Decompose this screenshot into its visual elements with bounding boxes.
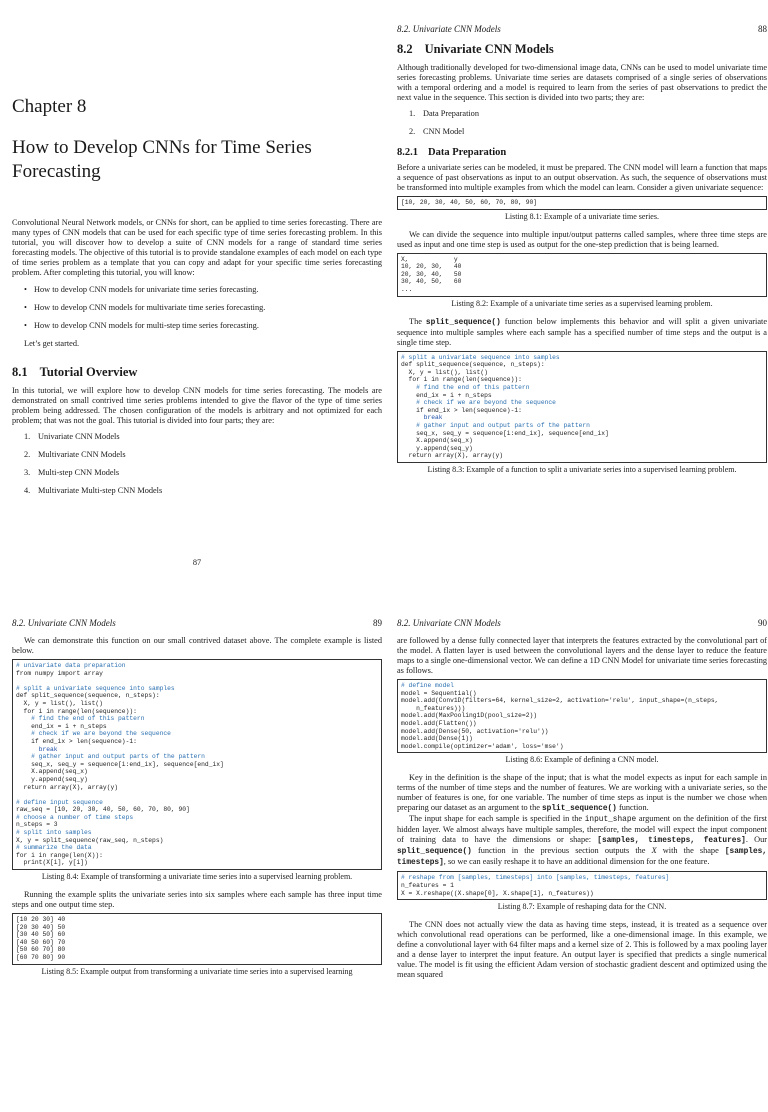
chapter-intro: Convolutional Neural Network models, or CNNs for short, can be applied to time series forecasting. There are many types of CNN models that can be used for each specific type of time series forecasting problem. In this tutorial, you will discover how to develop a suite of CNN models for a range of standard time series forecasting models. The objective of this tutorial is to provide standalone examples of each model on each type of time series problem as a template that you can copy and adapt for your specific time series forecasting problem. After completing this tutorial, you will know:: [12, 218, 382, 277]
bullet-icon: •: [24, 303, 27, 312]
outcome-item: • How to develop CNN models for univariate time series forecasting.: [24, 285, 259, 294]
listing-caption: Listing 8.2: Example of a univariate time series as a supervised learning problem.: [451, 298, 713, 308]
code-line: return array(X), array(y): [401, 452, 504, 460]
code-line: for i in range(len(sequence)):: [16, 707, 137, 715]
outcome-item: • How to develop CNN models for multi-step time series forecasting.: [24, 321, 259, 330]
code-line: seq_x, seq_y = sequence[i:end_ix], sequence[end_ix]: [16, 760, 224, 768]
split-paragraph: The split_sequence() function below implements this behavior and will split a given univariate sequence into multiple samples where each sample has a specified number of time steps and the output is a single time step.: [397, 316, 768, 347]
page-88: [397, 0, 767, 500]
page-89: [12, 612, 382, 1112]
section-parts: [397, 109, 767, 137]
code-line: X.append(seq_x): [16, 768, 88, 776]
tutorial-part: 2. Multivariate CNN Models: [24, 450, 126, 459]
code-line: n_features))): [401, 704, 466, 712]
listing-8-5: [10 20 30] 40 [20 30 40] 50 [30 40 50] 60 [40 50 60] 70 [50 60 70] 80 [60 70 80] 90: [12, 913, 382, 965]
code-line: y.append(seq_y): [16, 775, 88, 783]
shape-paragraph: The input shape for each sample is specified in the input_shape argument on the definition of the first hidden layer. We almost always have multiple samples, therefore, the model will expect the input component of training data to have the dimensions or shape: [samples, timesteps, features]. Our split_sequence() function in the previous section outputs the X with the shape [samples, timesteps], so we can easily reshape it to have an additional dimension for the one feature.: [397, 814, 767, 868]
tutorial-part: 3. Multi-step CNN Models: [24, 468, 120, 477]
section-intro: Although traditionally developed for two-dimensional image data, CNNs can be used to model univariate time series forecasting problems. Univariate time series are datasets comprised of a single series of observations with a temporal ordering and a model is required to learn from the series of past observations to predict the next value in the sequence. This section is divided into two parts; they are:: [397, 63, 767, 102]
code-line: n_features = 1: [401, 881, 454, 889]
page-number: 90: [758, 618, 767, 628]
code-line: # check if we are beyond the sequence: [401, 399, 556, 407]
code-line: # check if we are beyond the sequence: [16, 730, 171, 738]
inline-code: split_sequence(): [425, 318, 501, 327]
listing-8-6: [397, 679, 767, 753]
page-90: [397, 612, 767, 1112]
code-line: # choose a number of time steps: [16, 813, 134, 821]
bullet-icon: •: [24, 321, 27, 330]
code-line: X = X.reshape((X.shape[0], X.shape[1], n_features)): [401, 889, 594, 897]
bullet-icon: •: [24, 285, 27, 294]
code-line: # split into samples: [16, 829, 92, 837]
page-87: [12, 0, 382, 567]
code-line: break: [401, 414, 443, 422]
section-heading: 8.2 Univariate CNN Models: [397, 42, 554, 56]
code-line: if end_ix > len(sequence)-1:: [401, 406, 522, 414]
code-line: return array(X), array(y): [16, 783, 119, 791]
page-number: 89: [373, 618, 382, 628]
code-line: y.append(seq_y): [401, 444, 473, 452]
code-line: # summarize the data: [16, 844, 92, 852]
code-line: # gather input and output parts of the pattern: [16, 753, 205, 761]
listing-caption: Listing 8.6: Example of defining a CNN model.: [505, 755, 659, 765]
lets-get-started: Let’s get started.: [24, 339, 80, 348]
code-line: def split_sequence(sequence, n_steps):: [401, 361, 545, 369]
code-line: model.add(Dense(50, activation='relu')): [401, 727, 549, 735]
chapter-label: Chapter 8: [12, 96, 87, 117]
tutorial-part: 4. Multivariate Multi-step CNN Models: [24, 486, 163, 495]
code-line: # split a univariate sequence into samples: [401, 353, 560, 361]
running-head: 8.2. Univariate CNN Models 90: [397, 618, 767, 628]
code-line: X, y = list(), list(): [401, 368, 488, 376]
inline-code: input_shape: [584, 816, 637, 825]
tutorial-parts: [12, 432, 382, 496]
listing-caption: Listing 8.4: Example of transforming a univariate time series into a supervised learning problem.: [41, 872, 353, 882]
chapter-title: How to Develop CNNs for Time Series Forecasting: [12, 137, 312, 182]
code-line: # gather input and output parts of the pattern: [401, 421, 590, 429]
listing-8-3: [397, 351, 767, 463]
page-number: 88: [758, 24, 767, 34]
code-line: seq_x, seq_y = sequence[i:end_ix], sequence[end_ix]: [401, 429, 609, 437]
code-line: # reshape from [samples, timesteps] into [samples, timesteps, features]: [401, 874, 670, 882]
inline-code: [samples, timesteps]: [397, 848, 767, 868]
subsection-heading: 8.2.1 Data Preparation: [397, 147, 507, 158]
run-paragraph: Running the example splits the univariate series into six samples where each sample has three input time steps and one output time step.: [12, 890, 382, 910]
running-head: 8.2. Univariate CNN Models 88: [397, 24, 767, 34]
section-heading: 8.1 Tutorial Overview: [12, 365, 138, 379]
code-line: print(X[i], y[i]): [16, 859, 88, 867]
section-part: 1. Data Preparation: [409, 109, 479, 118]
code-line: break: [16, 745, 58, 753]
learning-outcomes: [12, 285, 382, 331]
code-line: # define input sequence: [16, 798, 103, 806]
cnn-paragraph: The CNN does not actually view the data as having time steps, instead, it is treated as a sequence over which convolutional read operations can be performed, like a one-dimensional image. In this example, we define a convolutional layer with 64 filter maps and a kernel size of 2. This is followed by a max pooling layer and a dense layer to interpret the input feature. An output layer is specified that predicts a single numerical value. The model is fit using the efficient Adam version of stochastic gradient descent and optimized using the mean squared: [397, 920, 767, 980]
code-line: model.add(Conv1D(filters=64, kernel_size=2, activation='relu', input_shape=(n_steps,: [401, 697, 719, 705]
section-part: 2. CNN Model: [409, 127, 465, 136]
inline-code: [samples, timesteps, features]: [597, 837, 746, 846]
demo-paragraph: We can demonstrate this function on our small contrived dataset above. The complete example is listed below.: [12, 636, 382, 655]
listing-8-4: [12, 659, 382, 870]
listing-8-7: [397, 871, 767, 900]
prep-paragraph: Before a univariate series can be modeled, it must be prepared. The CNN model will learn a function that maps a sequence of past observations as input to an output observation. As such, the sequence of observations must be transformed into multiple examples from which the model can learn. Consider a given univariate sequence:: [397, 163, 767, 192]
listing-caption: Listing 8.7: Example of reshaping data for the CNN.: [497, 902, 667, 912]
code-line: end_ix = i + n_steps: [16, 722, 107, 730]
code-line: n_steps = 3: [16, 821, 58, 829]
listing-caption: Listing 8.3: Example of a function to split a univariate series into a supervised learning problem.: [427, 464, 737, 474]
code-line: # define model: [401, 682, 454, 689]
code-line: model.compile(optimizer='adam', loss='mse'): [401, 742, 564, 750]
inline-code: split_sequence(): [542, 805, 617, 814]
inline-code: split_sequence(): [397, 848, 472, 857]
code-line: end_ix = i + n_steps: [401, 391, 492, 399]
code-line: # find the end of this pattern: [401, 383, 530, 391]
page-number: 87: [192, 558, 202, 567]
code-line: X, y = list(), list(): [16, 699, 103, 707]
code-line: model.add(MaxPooling1D(pool_size=2)): [401, 712, 538, 720]
code-line: X.append(seq_x): [401, 437, 473, 445]
running-head: 8.2. Univariate CNN Models 89: [12, 618, 382, 628]
listing-caption: Listing 8.1: Example of a univariate time series.: [505, 211, 659, 221]
followed-paragraph: are followed by a dense fully connected layer that interprets the features extracted by the convolutional part of the model. A flatten layer is used between the convolutional layers and the dense layer to reduce the feature maps to a single one-dimensional vector. We can define a 1D CNN Model for univariate time series forecasting as follows.: [397, 636, 767, 675]
code-line: model.add(Flatten()): [401, 719, 477, 727]
key-paragraph: Key in the definition is the shape of the input; that is what the model expects as input for each sample in terms of the number of time steps and the number of features. We are working with a univariate series, so the number of features is one, for one variable. The number of time steps as input is the number we chose when preparing our dataset as an argument to the split_sequence() function.: [397, 773, 767, 814]
code-line: if end_ix > len(sequence)-1:: [16, 737, 137, 745]
code-line: for i in range(len(sequence)):: [401, 376, 522, 384]
code-line: raw_seq = [10, 20, 30, 40, 50, 60, 70, 80, 90]: [16, 806, 190, 814]
code-line: X, y = split_sequence(raw_seq, n_steps): [16, 836, 164, 844]
code-line: def split_sequence(sequence, n_steps):: [16, 692, 160, 700]
listing-8-2: X, y 10, 20, 30, 40 20, 30, 40, 50 30, 40, 50, 60 ...: [397, 253, 767, 297]
overview-paragraph: In this tutorial, we will explore how to develop CNN models for time series forecasting. The models are demonstrated on small contrived time series problems intended to give the flavor of the type of time series problem being addressed. The chosen configuration of the models is arbitrary and not optimized for each problem; that was not the goal. This tutorial is divided into four parts; they are:: [12, 386, 382, 425]
code-line: model = Sequential(): [401, 689, 477, 697]
tutorial-part: 1. Univariate CNN Models: [24, 432, 120, 441]
code-line: # split a univariate sequence into samples: [16, 684, 175, 692]
code-line: model.add(Dense(1)): [401, 735, 473, 743]
listing-8-1: [10, 20, 30, 40, 50, 60, 70, 80, 90]: [397, 196, 767, 210]
listing-caption: Listing 8.5: Example output from transforming a univariate time series into a supervised learning: [41, 966, 353, 976]
code-line: for i in range(len(X)):: [16, 851, 103, 859]
code-line: from numpy import array: [16, 669, 103, 677]
divide-paragraph: We can divide the sequence into multiple input/output patterns called samples, where three time steps are used as input and one time step is used as output for the one-step prediction that is being learned.: [397, 229, 767, 249]
outcome-item: • How to develop CNN models for multivariate time series forecasting.: [24, 303, 266, 312]
code-line: # univariate data preparation: [16, 662, 126, 669]
code-line: # find the end of this pattern: [16, 715, 145, 723]
